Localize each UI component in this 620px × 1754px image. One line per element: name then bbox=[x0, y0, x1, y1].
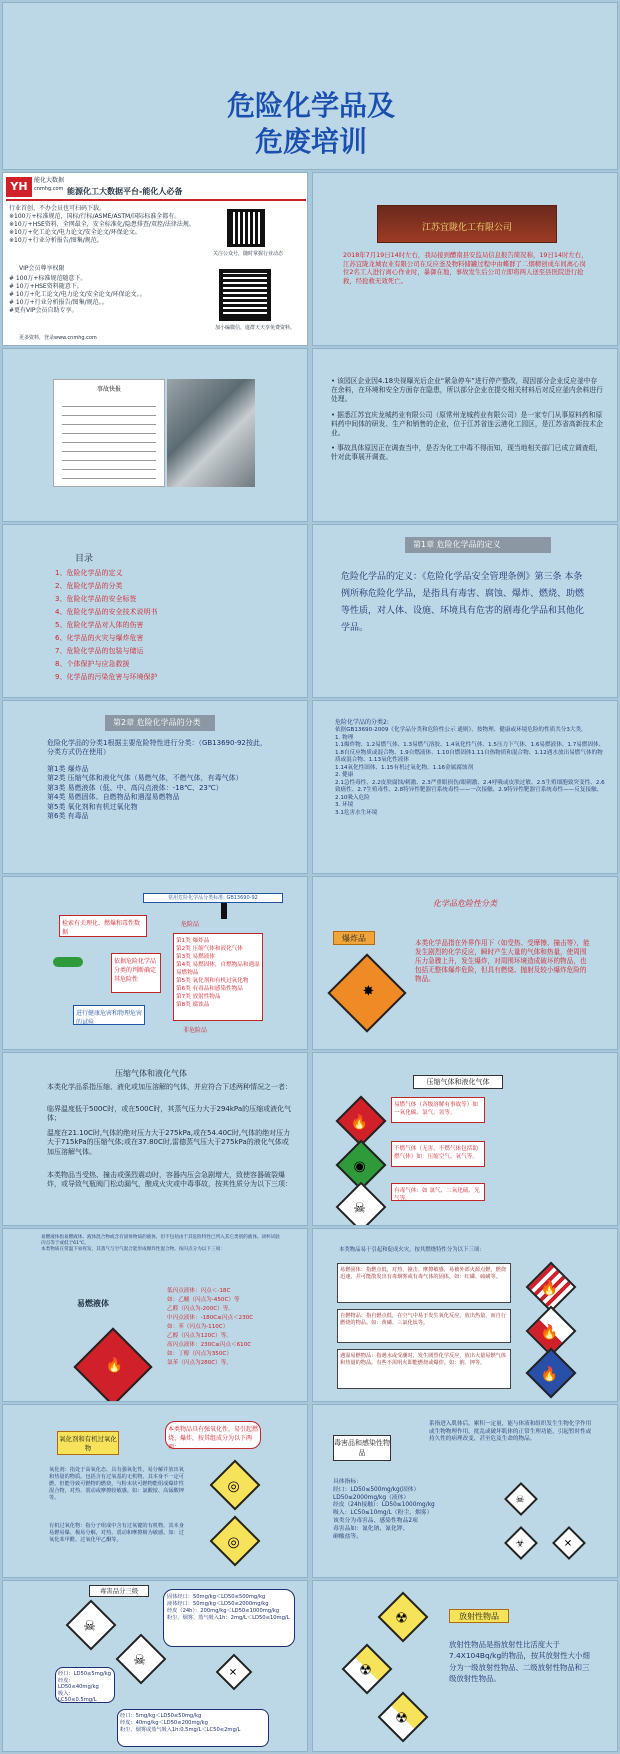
red-rule bbox=[6, 199, 306, 201]
classes-intro: 危险化学品的分类1根据主要危险特性进行分类：（GB13690-92按此，分类方式仍在使用） bbox=[47, 739, 267, 757]
flow-left3: 进行健康危害和物理危害的试验 bbox=[73, 1005, 145, 1025]
gas-header: 压缩气体和液化气体 bbox=[413, 1075, 503, 1089]
toc-item: 7、危险化学品的包装与储运 bbox=[55, 646, 144, 655]
nonflammable-gas-icon: ◉ bbox=[336, 1140, 387, 1191]
explosive-header: 化学品危险性分类 bbox=[433, 899, 497, 908]
title-line1: 危险化学品及 bbox=[226, 89, 395, 122]
harmful-icon: ✕ bbox=[552, 1526, 586, 1560]
toxic-line: 吸入：LC50≤10mg/L（粉尘、烟雾） bbox=[333, 1510, 433, 1517]
gas-p2: 临界温度低于500C时，或在500C时，其蒸气压力大于294kPa的压缩或液化气体； bbox=[47, 1105, 292, 1123]
radioactive-icon-2: ☢ bbox=[342, 1644, 393, 1695]
news-photo bbox=[377, 205, 557, 243]
spontaneous-icon: 🔥 bbox=[526, 1306, 577, 1357]
grade-line: 液体经口：50mg/kg＜LD50≤2000mg/kg bbox=[167, 1601, 269, 1607]
toxic-icon: ☠ bbox=[504, 1482, 538, 1516]
grades-lines bbox=[163, 1589, 295, 1647]
vip-line: # 100万+标准规范随意下。 bbox=[9, 275, 87, 282]
toc-item: 3、危险化学品的安全标签 bbox=[55, 594, 137, 603]
toxic-line: 经口：LD50≤500mg/kg(固体） bbox=[333, 1486, 420, 1493]
gas-p4: 本类物品当受热、撞击或强烈震动时，容器内压会急剧增大，致使容器破裂爆炸，或导致气瓶阀门松动漏气，酿成火灾或中毒事故，按其性质分为以下三项： bbox=[47, 1171, 292, 1189]
classes-slide bbox=[2, 700, 308, 874]
accident-slide-a bbox=[2, 348, 308, 522]
class-item: 第2类 压缩气体和液化气体（易燃气体，不燃气体，有毒气体） bbox=[47, 774, 243, 783]
class2-line: 2. 健康 bbox=[335, 772, 354, 779]
toc-item: 6、化学品的火灾与爆炸危害 bbox=[55, 633, 144, 642]
flow-category: 第8类 腐蚀品 bbox=[176, 1002, 210, 1008]
flammable-note: 易燃液体指易燃液体、液体混合物或含有固体物质的液体，但不包括由于其危险特性已列入其它类别的液体。闭杯试验闪点等于或低于61℃。 bbox=[41, 1235, 280, 1247]
classes2-lines bbox=[335, 727, 605, 818]
flammable-slide bbox=[2, 1228, 308, 1402]
gas-p1: 本类化学品系指压缩、液化或加压溶解的气体，并应符合下述两种情况之一者： bbox=[47, 1083, 292, 1091]
toxic-slide bbox=[312, 1404, 618, 1578]
title-line2: 危废培训 bbox=[254, 125, 367, 158]
flammable-gas-icon: 🔥 bbox=[336, 1096, 387, 1147]
toxic-text: 系指进入肌体后，累积一定量，能与体液和组织发生生物化学作用或生物物理作用，扰乱或破坏肌体的正常生理功能，引起暂时性或持久性的病理改变，甚至危及生命的物品。 bbox=[429, 1421, 592, 1443]
water-reactive-icon: 🔥 bbox=[526, 1348, 577, 1399]
vip-line: # 10万+HSE资料随意下。 bbox=[9, 283, 83, 291]
gas-title: 压缩气体和液化气体 bbox=[115, 1069, 187, 1078]
toxic-grade-icon-1: ☠ bbox=[66, 1600, 117, 1651]
class-item: 第6类 有毒品 bbox=[47, 812, 89, 821]
classes2-head: 危险化学品的分类2: bbox=[335, 719, 389, 726]
flow-category: 第5类 氧化剂和有机过氧化物 bbox=[176, 978, 249, 984]
flow-category: 第7类 放射性物品 bbox=[176, 994, 221, 1000]
class2-line: 3.1危害水生环境 bbox=[335, 810, 378, 817]
radioactive-icon-3: ☢ bbox=[378, 1692, 429, 1743]
class-item: 第3类 易燃液体（低、中、高闪点液体：-18℃、23℃） bbox=[47, 783, 223, 792]
ad-line: ※10万+化工论文/电力论文/安全论文/环保论文。 bbox=[9, 229, 141, 237]
ad-line: ※10万+行业分析报告/图集/规范。 bbox=[9, 237, 103, 245]
solids-item-2: 自燃物品：指自燃点低，在空气中易于发生氧化反应，放出热量，而自行燃烧的物品。如：黄磷、三氯化钛等。 bbox=[337, 1309, 511, 1343]
flow-left1: 检索有关理化、燃爆和毒性数据 bbox=[59, 915, 147, 937]
news-slide bbox=[312, 172, 618, 346]
toc-item: 2、危险化学品的分类 bbox=[55, 581, 123, 590]
flow-category: 第4类 易燃固体，自燃物品和遇湿易燃物品 bbox=[176, 962, 260, 976]
ad-line: 行业首创、不办会员也可扫码下载。 bbox=[9, 205, 106, 212]
flow-nondanger: 非危险品 bbox=[183, 1027, 208, 1034]
toxic-line: 具体指标： bbox=[333, 1479, 362, 1485]
grades-tag: 毒害品分三级 bbox=[89, 1585, 149, 1597]
toc-slide bbox=[2, 524, 308, 698]
flammable-line: 如：苯（闪点为-110C） bbox=[167, 1323, 229, 1330]
gas-p3: 温度在21.10C时,气体的绝对压力大于275kPa,或在54.40C时,气体的绝对压力大于715kPa的压缩气体;或在37.80C时,雷德蒸气压大于275kPa的液化气体或加压溶解气体。 bbox=[47, 1129, 291, 1156]
class2-line: 1.1爆炸物、1.2易燃气体、1.3易燃气溶胶、1.4氧化性气体、1.5压力下气体、1.6易燃液体、1.7易燃固体、1.8自反应物质或混合物、1.9自燃液体、1.10自燃固体1.11自热物质和混合物、1.12遇水放出易燃气体的物质或混合物、1.13氧化性液体 bbox=[335, 742, 605, 764]
explosive-text: 本类化学品指在外界作用下（如受热、受摩擦、撞击等），能发生剧烈的化学反应，瞬时产生大量的气体和热量，使周围压力急骤上升，发生爆炸，对周围环境造成破坏的物品，也包括无整体爆炸危险，但具有燃烧、抛射及较小爆炸危险的物品。 bbox=[415, 939, 590, 983]
toxic-line: 经皮（24h接触）：LD50≤1000mg/kg bbox=[333, 1502, 435, 1509]
grade-line: 粉尘、烟雾、蒸气吸入1h：2mg/L＜LD50≤10mg/L bbox=[167, 1615, 290, 1621]
radioactive-text: 放射性物品是指放射性比活度大于7.4X104Bq/kg的物品，按其放射性大小细分为一级放射性物品、二级放射性物品和三级放射性物品。 bbox=[449, 1640, 590, 1684]
flow-left2: 依据危险化学品分类的判断确定其危险性 bbox=[111, 953, 161, 993]
class-item: 第1类 爆炸品 bbox=[47, 765, 89, 773]
accident-bullets bbox=[331, 377, 603, 468]
oxidizer-p2: 有机过氧化物：指分子组成中含有过氧键的有机物，其本身易燃易爆、极易分解，对热、震动和摩擦极为敏感。如：过氧化苯甲酰、过氧化甲乙酮等。 bbox=[49, 1523, 184, 1544]
flammable-label: 易燃液体 bbox=[77, 1299, 109, 1308]
radioactive-tag: 放射性物品 bbox=[449, 1609, 509, 1623]
qr-code-2 bbox=[219, 269, 271, 321]
classes2-slide bbox=[312, 700, 618, 874]
flow-category: 第1类 爆炸品 bbox=[176, 938, 210, 944]
oxidizer-bubble: 本类物品具有强氧化性，易引起燃烧、爆炸，按其组成分为以下两项： bbox=[165, 1421, 261, 1449]
definition-text: 危险化学品的定义：《危险化学品安全管理条例》第三条 本条例所称危险化学品，是指具有毒害、腐蚀、爆炸、燃烧、助燃等性质，对人体、设施、环境具有危害的剧毒化学品和其他化学品。 bbox=[341, 572, 585, 634]
flammable-liquid-icon: 🔥 bbox=[73, 1327, 152, 1402]
flammable-line: 如：丁醇（闪点为350C） bbox=[167, 1350, 232, 1357]
ad-line: ※10万+HSE资料，全网最全，安全标准化/隐患排查/双控/法律法规。 bbox=[9, 221, 195, 229]
toxic-tag: 毒害品和感染性物品 bbox=[333, 1435, 391, 1461]
flow-arrow bbox=[221, 903, 227, 919]
toc-item: 4、危险化学品的安全技术说明书 bbox=[55, 607, 158, 616]
toxic-gas-icon: ☠ bbox=[336, 1182, 387, 1226]
class2-line: 依据GB13690-2009《化学品分类和危险性公示 通则》，按物理、健康或环境危险的性质共分3大类。 bbox=[335, 727, 587, 733]
logo-cn: 能化大数据 bbox=[34, 177, 65, 184]
flow-category: 第3类 易燃液体 bbox=[176, 954, 215, 960]
news-text: 2018年7月19日14时左右，我局接到醴南县安监局信息报告简况称，19日14时左右，江苏宜陇龙城农业有限公司在反应釜及物料储罐过程中由蝶群了二烟精创成车间离心岗位2名工人进行离心作业时，暴御在地，事故发生后公司立即将两人送至县医院进行抢救，经抢救无效死亡。 bbox=[343, 251, 588, 285]
logo-url: cnmhg.com bbox=[34, 186, 64, 192]
qr1-caption: 关注公众号，随时掌握行业动态 bbox=[213, 251, 284, 257]
toc-list bbox=[55, 567, 157, 683]
doc-table bbox=[62, 399, 156, 479]
toxic-line: LD50≤2000mg/kg（液体） bbox=[333, 1494, 410, 1501]
flow-top: 常用危险化学品分类标准: GB13690-92 bbox=[143, 893, 283, 903]
accident-bullet: • 据悉江苏宜庆龙城药业有限公司（原常州龙城药业有限公司）是一家专门从事原料药和原料药中间体的研发、生产和销售的企业，位于江苏省连云港化工园区，是江苏省高新技术企业。 bbox=[331, 410, 603, 437]
vip-line: # 10万+行业分析报告/图集/规范。。 bbox=[9, 299, 108, 307]
ad-heading: 能源化工大数据平台-能化人必备 bbox=[67, 187, 183, 196]
classes-items bbox=[47, 765, 273, 822]
class2-line: 1. 物理 bbox=[335, 734, 354, 741]
toxic-grade-icon-2: ☠ bbox=[116, 1634, 167, 1685]
flammable-solid-icon: 🔥 bbox=[526, 1262, 577, 1313]
flammable-line: 中闪点液体：-180C≤闪点＜230C bbox=[167, 1314, 254, 1321]
grade-line: 经皮（24h）：200mg/kg＜LD50≤1000mg/kg bbox=[167, 1608, 280, 1614]
flammable-notes bbox=[41, 1235, 281, 1254]
accident-document bbox=[53, 379, 165, 487]
flammable-lines bbox=[167, 1287, 271, 1367]
flammable-line: 低闪点液体：闪点＜-18C bbox=[167, 1288, 231, 1294]
toc-item: 8、个体保护与应急救援 bbox=[55, 659, 130, 668]
infectious-icon: ☣ bbox=[504, 1526, 538, 1560]
flammable-note: 本类物质在常温下易挥发，其蒸气与空气混合能形成爆炸性混合物。按闪点分为以下三项： bbox=[41, 1247, 225, 1253]
oxidizer-icon-1: ◎ bbox=[210, 1460, 261, 1511]
gas-slide bbox=[2, 1052, 308, 1226]
accident-bullet: • 该园区企业因4.18央视曝光后企业“紧急停车”进行停产整改，现因部分企业反应釜中存在余料，在环境和安全方面存在隐患，所以部分企业在提交相关材料后对反应釜内余料进行处理。 bbox=[331, 377, 603, 404]
ad-line: ※100万+标准规范，国标/行标/ASME/ASTM/国际标准全都有。 bbox=[9, 213, 181, 221]
grades-slide bbox=[2, 1580, 308, 1752]
more-link[interactable]: 更多资料，登录www.cnmhg.com bbox=[19, 335, 97, 341]
toxic-lines bbox=[333, 1479, 483, 1542]
gas-item-3: 有毒气体：如 氯气、二氧化硫、光气等。 bbox=[391, 1183, 485, 1201]
vip-line: #更有VIP会员自助专享。 bbox=[9, 307, 78, 315]
explosive-tag: 爆炸品 bbox=[333, 931, 375, 945]
flammable-line: 如：乙醚（闪点为-450C）等 bbox=[167, 1296, 240, 1303]
toxic-line: 砷酸盐等。 bbox=[333, 1533, 362, 1540]
factory-photo bbox=[167, 379, 255, 487]
oxidizer-tag: 氧化剂和有机过氧化物 bbox=[57, 1431, 119, 1455]
toc-item: 5、危险化学品对人体的伤害 bbox=[55, 620, 144, 629]
flow-pill bbox=[53, 957, 83, 967]
flammable-line: 乙醇（闪点为120C）等。 bbox=[167, 1332, 232, 1339]
flow-danger: 危险品 bbox=[181, 921, 200, 928]
doc-title: 事故快报 bbox=[96, 386, 121, 393]
accident-slide-b bbox=[312, 348, 618, 522]
toc-item: 1、危险化学品的定义 bbox=[55, 569, 123, 577]
grades-third: 经口：5mg/kg＜LD50≤50mg/kg 经皮：40mg/kg＜LD50≤200mg/kg 粉尘、烟雾或蒸气吸入1h:0.5mg/L＜LC50≤2mg/L bbox=[117, 1709, 269, 1747]
solids-item-1: 易燃固体：指燃点低，对热、撞击、摩擦敏感，易被外部火源点燃，燃烧迅速，并可能散发出有毒烟雾或有毒气体的固体。如：红磷、硫磺等。 bbox=[337, 1263, 511, 1303]
oxidizer-slide bbox=[2, 1404, 308, 1578]
class2-line: 3. 环境 bbox=[335, 802, 354, 809]
logo: YH bbox=[6, 177, 32, 197]
vip-title: VIP会员尊享权限 bbox=[19, 265, 65, 272]
qr-code-1 bbox=[227, 209, 265, 247]
flow-categories bbox=[173, 933, 263, 1021]
flow-category: 第2类 压缩气体和液化气体 bbox=[176, 946, 243, 952]
toc-title: 目录 bbox=[75, 554, 94, 564]
class2-line: 2.1急性毒性、2.2皮肤腐蚀/刺激、2.3严重眼损伤/眼刺激、2.4呼吸或皮肤过敏、2.5生殖细胞致突变性、2.6致癌性、2.7生殖毒性、2.8特异性靶器官系统毒性——一次接触、2.9特异性靶器官系统毒性——反复接触、2.10吸入危险 bbox=[335, 779, 605, 801]
explosive-slide bbox=[312, 876, 618, 1050]
toxic-line: 毒害品如：氰化钠、氰化钾、 bbox=[333, 1525, 409, 1532]
ad-lines bbox=[9, 205, 209, 245]
flow-slide bbox=[2, 876, 308, 1050]
flow-category: 第6类 有毒品和感染性物品 bbox=[176, 986, 243, 992]
flammable-line: 乙醛（闪点为-200C）等。 bbox=[167, 1305, 234, 1312]
radioactive-icon-1: ☢ bbox=[378, 1592, 429, 1643]
grades-first: 经口：LD50≤5mg/kg 经皮：LD50≤40mg/kg 吸入：LC50≤0.5mg/L bbox=[55, 1667, 115, 1703]
gas-item-2: 不燃气体（无害，不燃气体包括助燃气体）如：压缩空气、氧气等。 bbox=[391, 1141, 485, 1167]
toc-item: 9、化学品的污染危害与环境保护 bbox=[55, 672, 158, 681]
oxidizer-icon-2: ◎ bbox=[210, 1516, 261, 1567]
solids-slide bbox=[312, 1228, 618, 1402]
flammable-line: 高闪点液体：230C≤闪点＜610C bbox=[167, 1341, 252, 1348]
classes-bar: 第2章 危险化学品的分类 bbox=[105, 715, 215, 731]
definition-bar: 第1章 危险化学品的定义 bbox=[405, 537, 551, 553]
oxidizer-p1: 氧化剂：指处于高氧化态，具有强氧化性，易分解并放出氧和热量的物质。包括含有过氧基的无机物，其本身不一定可燃，但能导致可燃物的燃烧，与粉末状可燃物能组成爆炸性混合物，对热、震动或摩擦较敏感。如：氯酸铵、高锰酸钾等。 bbox=[49, 1467, 184, 1502]
explosive-hazard-icon: ✸ bbox=[327, 953, 406, 1032]
class-item: 第5类 氧化剂和有机过氧化物 bbox=[47, 802, 138, 811]
accident-bullet: • 事故具体原因正在调查当中，是否为化工中毒不得而知，现当地相关部门已成立调查组，针对此事展开调查。 bbox=[331, 444, 603, 462]
ad-slide bbox=[2, 172, 308, 346]
solids-item-3: 遇湿易燃物品：指遇水或受潮时，发生剧烈化学反应，放出大量易燃气体和热量的物品。有些不需明火即能燃烧或爆炸。如：钠、钾等。 bbox=[337, 1349, 511, 1389]
class-item: 第4类 易燃固体、自燃物品和遇湿易燃物品 bbox=[47, 793, 180, 802]
radioactive-slide bbox=[312, 1580, 618, 1752]
flammable-line: 氯苯（闪点为280C）等。 bbox=[167, 1359, 232, 1366]
grade-line: 固体经口：50mg/kg＜LD50≤500mg/kg bbox=[167, 1594, 266, 1600]
definition-slide bbox=[312, 524, 618, 698]
gas-item-1: 易燃气体（各级溶解有事故等）如一氧化碳、氯气、氢等。 bbox=[391, 1097, 485, 1123]
title-slide bbox=[2, 2, 618, 170]
news-banner: 江苏宜陇化工有限公司 bbox=[421, 223, 512, 233]
gas-items-slide bbox=[312, 1052, 618, 1226]
vip-line: # 10万+化工论文/电力论文/安全论文/环保论文。。 bbox=[9, 291, 146, 299]
vip-lines bbox=[9, 275, 209, 315]
toxic-line: 该类分为毒害品、感染性物品2项 bbox=[333, 1518, 418, 1525]
qr2-caption: 加小编微信，進群天天享免费资料。 bbox=[215, 325, 296, 331]
toxic-grade-icon-3: ✕ bbox=[216, 1654, 253, 1691]
class2-line: 1.14氧化性固体、1.15有机过氧化物、1.16金属腐蚀剂 bbox=[335, 764, 474, 771]
solids-head: 本类物品易于引起和促成火灾，按其燃烧特性分为以下三项： bbox=[339, 1247, 485, 1253]
